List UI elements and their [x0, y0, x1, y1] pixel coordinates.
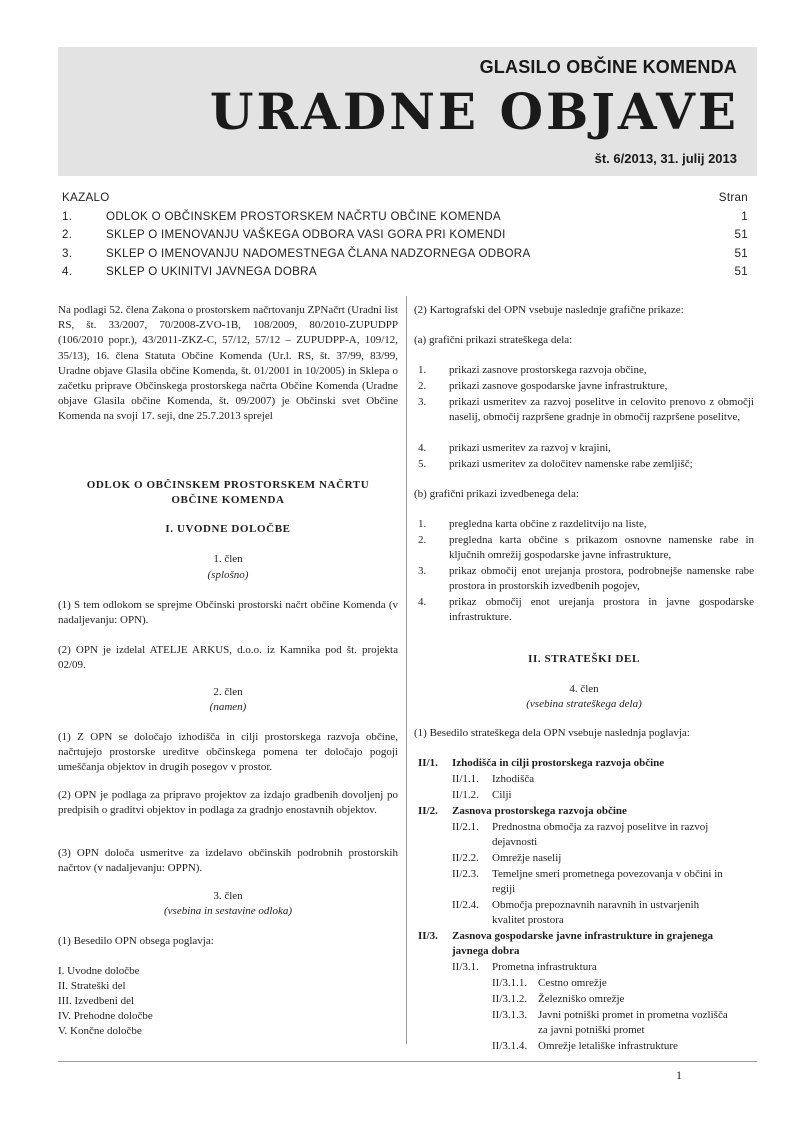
- toc-item-number: 2.: [62, 228, 73, 241]
- article-4-name: (vsebina strateškega dela): [526, 698, 642, 710]
- document-title-line-2: OBČINE KOMENDA: [171, 494, 285, 506]
- outline-number: II/3.1.1.: [492, 977, 528, 989]
- article-1-name: (splošno): [207, 569, 249, 581]
- outline-number: II/3.1.3.: [492, 1009, 528, 1021]
- list-item-text: prikazi zasnove prostorskega razvoja občine,: [449, 364, 647, 376]
- toc-item-page: 51: [734, 246, 748, 260]
- article-2-number: 2. člen: [213, 686, 243, 698]
- toc-item[interactable]: [62, 247, 752, 266]
- toc-item-title: SKLEP O UKINITVI JAVNEGA DOBRA: [106, 265, 317, 278]
- outline-title: za javni potniški promet: [538, 1024, 645, 1036]
- outline-title: Javni potniški promet in prometna vozlišča: [538, 1009, 728, 1021]
- toc-item-number: 4.: [62, 265, 73, 278]
- footer-divider: [58, 1061, 757, 1062]
- column-divider: [406, 296, 407, 1044]
- list-item-number: 4.: [418, 442, 427, 454]
- outline-number: II/2.1.: [452, 821, 479, 833]
- outline-number: II/3.1.4.: [492, 1040, 528, 1052]
- list-item-text: pregledna karta občine s prikazom osnovne namenske rabe in ključnih omrežij gospodarske javne infrastrukture,: [449, 534, 754, 562]
- article-1-paragraph-2: (2) OPN je izdelal ATELJE ARKUS, d.o.o. iz Kamnika pod št. projekta 02/09.: [58, 644, 398, 672]
- toc-item-title: SKLEP O IMENOVANJU VAŠKEGA ODBORA VASI GORA PRI KOMENDI: [106, 228, 506, 241]
- outline-number: II/2.3.: [452, 868, 479, 880]
- list-item-number: 2.: [418, 534, 427, 546]
- outline-number: II/2.4.: [452, 899, 479, 911]
- outline-title: kvalitet prostora: [492, 914, 564, 926]
- outline-title: Območja prepoznavnih naravnih in ustvarjenih: [492, 899, 700, 911]
- toc-item-number: 1.: [62, 209, 73, 223]
- publication-subtitle: GLASILO OBČINE KOMENDA: [479, 57, 737, 77]
- toc-item-title: SKLEP O IMENOVANJU NADOMESTNEGA ČLANA NADZORNEGA ODBORA: [106, 246, 531, 260]
- intro-paragraph: Na podlagi 52. člena Zakona o prostorskem načrtovanju ZPNačrt (Uradni list RS, št. 33/2007, 70/2008-ZVO-1B, 108/2009, 80/2010-ZUPUDPP (106/2010 popr.), 43/2011-ZKZ-C, 57/12, 57/12 – ZUPUDPP-A, 109/12, 35/13), 16. člena Statuta Občine Komenda (Ur.l. RS, št. 37/99, 83/99, Uradne objave Glasila občine Komenda, št. 01/2001 in 10/2005) in Sklepa o začetku priprave Občinskega prostorskega načrta Občine Komenda (Uradne objave Glasila občine Komenda, št. 09/2007) je Občinski svet Občine Komenda na svoji 17. seji, dne 25.7.2013 sprejel: [58, 304, 398, 423]
- outline-number: II/1.: [418, 757, 438, 769]
- list-item-text: prikaz območij enot urejanja prostora in javne gospodarske infrastrukture.: [449, 596, 754, 624]
- toc-item[interactable]: [62, 210, 752, 229]
- table-of-contents: [62, 191, 752, 284]
- list-item-text: prikazi usmeritev za razvoj v krajini,: [449, 442, 611, 454]
- article-3-number: 3. člen: [213, 890, 243, 902]
- list-item-text: prikazi zasnove gospodarske javne infrastrukture,: [449, 380, 668, 392]
- article-2-paragraph-2: (2) OPN je podlaga za pripravo projektov za izdajo gradbenih dovoljenj po predpisih o graditvi objektov in podlaga za gradnjo enostavnih objektov.: [58, 789, 398, 817]
- article-1-number: 1. člen: [213, 553, 243, 565]
- outline-number: II/3.: [418, 930, 438, 942]
- toc-page-label: Stran: [718, 191, 748, 204]
- list-item-text: prikazi usmeritev za razvoj poselitve in celovito prenovo z območji naselij, območij razpršene gradnje in območij razpršene poselitve,: [449, 396, 754, 424]
- outline-title: Cestno omrežje: [538, 977, 607, 989]
- article-3-name: (vsebina in sestavine odloka): [164, 905, 292, 917]
- article-2-paragraph-1: (1) Z OPN se določajo izhodišča in cilji prostorskega razvoja občine, načrtujejo prostorske ureditve občinskega pomena ter določajo pogoji umeščanja objektov in drugih posegov v prostor.: [58, 731, 398, 774]
- outline-number: II/2.: [418, 805, 438, 817]
- toc-header-row: [62, 191, 752, 210]
- toc-item-number: 3.: [62, 246, 73, 260]
- toc-item-page: 51: [734, 265, 748, 278]
- list-item-number: 1.: [418, 364, 427, 376]
- article-1-paragraph-1: (1) S tem odlokom se sprejme Občinski prostorski načrt občine Komenda (v nadaljevanju: OPN).: [58, 599, 398, 627]
- outline-title: Izhodišča: [492, 773, 535, 785]
- outline-title: dejavnosti: [492, 836, 538, 848]
- list-item-number: 3.: [418, 565, 427, 577]
- chapter-list-item: II. Strateški del: [58, 980, 126, 992]
- list-a-label: (a) grafični prikazi strateškega dela:: [414, 334, 573, 346]
- outline-title: regiji: [492, 883, 516, 895]
- outline-title: Temeljne smeri prometnega povezovanja v občini in: [492, 868, 723, 880]
- toc-label: KAZALO: [62, 191, 110, 204]
- article-4-number: 4. člen: [569, 683, 599, 695]
- outline-number: II/1.2.: [452, 789, 479, 801]
- outline-title: Zasnova gospodarske javne infrastrukture in grajenega: [452, 930, 714, 942]
- outline-number: II/3.1.2.: [492, 993, 528, 1005]
- outline-title: Železniško omrežje: [538, 993, 625, 1005]
- outline-title: Prometna infrastruktura: [492, 961, 597, 973]
- chapter-list-item: I. Uvodne določbe: [58, 965, 140, 977]
- list-item-number: 1.: [418, 518, 427, 530]
- outline-title: Zasnova prostorskega razvoja občine: [452, 805, 627, 817]
- list-item-number: 3.: [418, 396, 427, 408]
- list-item-text: prikaz območij enot urejanja prostora, podrobnejše namenske rabe prostora in prostorskih izvedbenih pogojev,: [449, 565, 754, 593]
- outline-title: Prednostna območja za razvoj poselitve in razvoj: [492, 821, 709, 833]
- outline-title: javnega dobra: [452, 945, 520, 957]
- list-item-number: 2.: [418, 380, 427, 392]
- chapter-list-item: III. Izvedbeni del: [58, 995, 135, 1007]
- masthead-banner: [58, 47, 757, 176]
- toc-item-page: 51: [734, 228, 748, 241]
- chapter-list-item: V. Končne določbe: [58, 1025, 142, 1037]
- outline-title: Izhodišča in cilji prostorskega razvoja občine: [452, 757, 665, 769]
- article-2-paragraph-3: (3) OPN določa usmeritve za izdelavo občinskih podrobnih prostorskih načrtov (v nadaljevanju: OPPN).: [58, 847, 398, 875]
- toc-item-page: 1: [741, 209, 748, 223]
- toc-item[interactable]: [62, 265, 752, 284]
- outline-title: Omrežje naselij: [492, 852, 562, 864]
- list-item-number: 5.: [418, 458, 427, 470]
- document-title-line-1: ODLOK O OBČINSKEM PROSTORSKEM NAČRTU: [86, 479, 370, 491]
- outline-title: Omrežje letališke infrastrukture: [538, 1040, 678, 1052]
- article-4-paragraph-1: (1) Besedilo strateškega dela OPN vsebuje naslednja poglavja:: [414, 727, 690, 739]
- list-item-number: 4.: [418, 596, 427, 608]
- outline-number: II/3.1.: [452, 961, 479, 973]
- outline-number: II/1.1.: [452, 773, 479, 785]
- section-heading-uvodne: I. UVODNE DOLOČBE: [165, 523, 291, 535]
- toc-item-title: ODLOK O OBČINSKEM PROSTORSKEM NAČRTU OBČINE KOMENDA: [106, 209, 501, 223]
- list-item-text: pregledna karta občine z razdelitvijo na liste,: [449, 518, 647, 530]
- list-b-label: (b) grafični prikazi izvedbenega dela:: [414, 488, 579, 500]
- article-3-paragraph-2: (2) Kartografski del OPN vsebuje naslednje grafične prikaze:: [414, 304, 684, 316]
- toc-item[interactable]: [62, 228, 752, 247]
- article-2-name: (namen): [209, 701, 247, 713]
- section-heading-strateski: II. STRATEŠKI DEL: [528, 653, 640, 665]
- list-item-text: prikazi usmeritev za določitev namenske rabe zemljišč;: [449, 458, 693, 470]
- outline-number: II/2.2.: [452, 852, 479, 864]
- page-number: 1: [676, 1068, 682, 1082]
- publication-title: URADNE OBJAVE: [209, 82, 739, 141]
- issue-info: št. 6/2013, 31. julij 2013: [594, 151, 737, 166]
- outline-title: Cilji: [492, 789, 512, 801]
- chapter-list-item: IV. Prehodne določbe: [58, 1010, 153, 1022]
- article-3-paragraph-1: (1) Besedilo OPN obsega poglavja:: [58, 935, 214, 947]
